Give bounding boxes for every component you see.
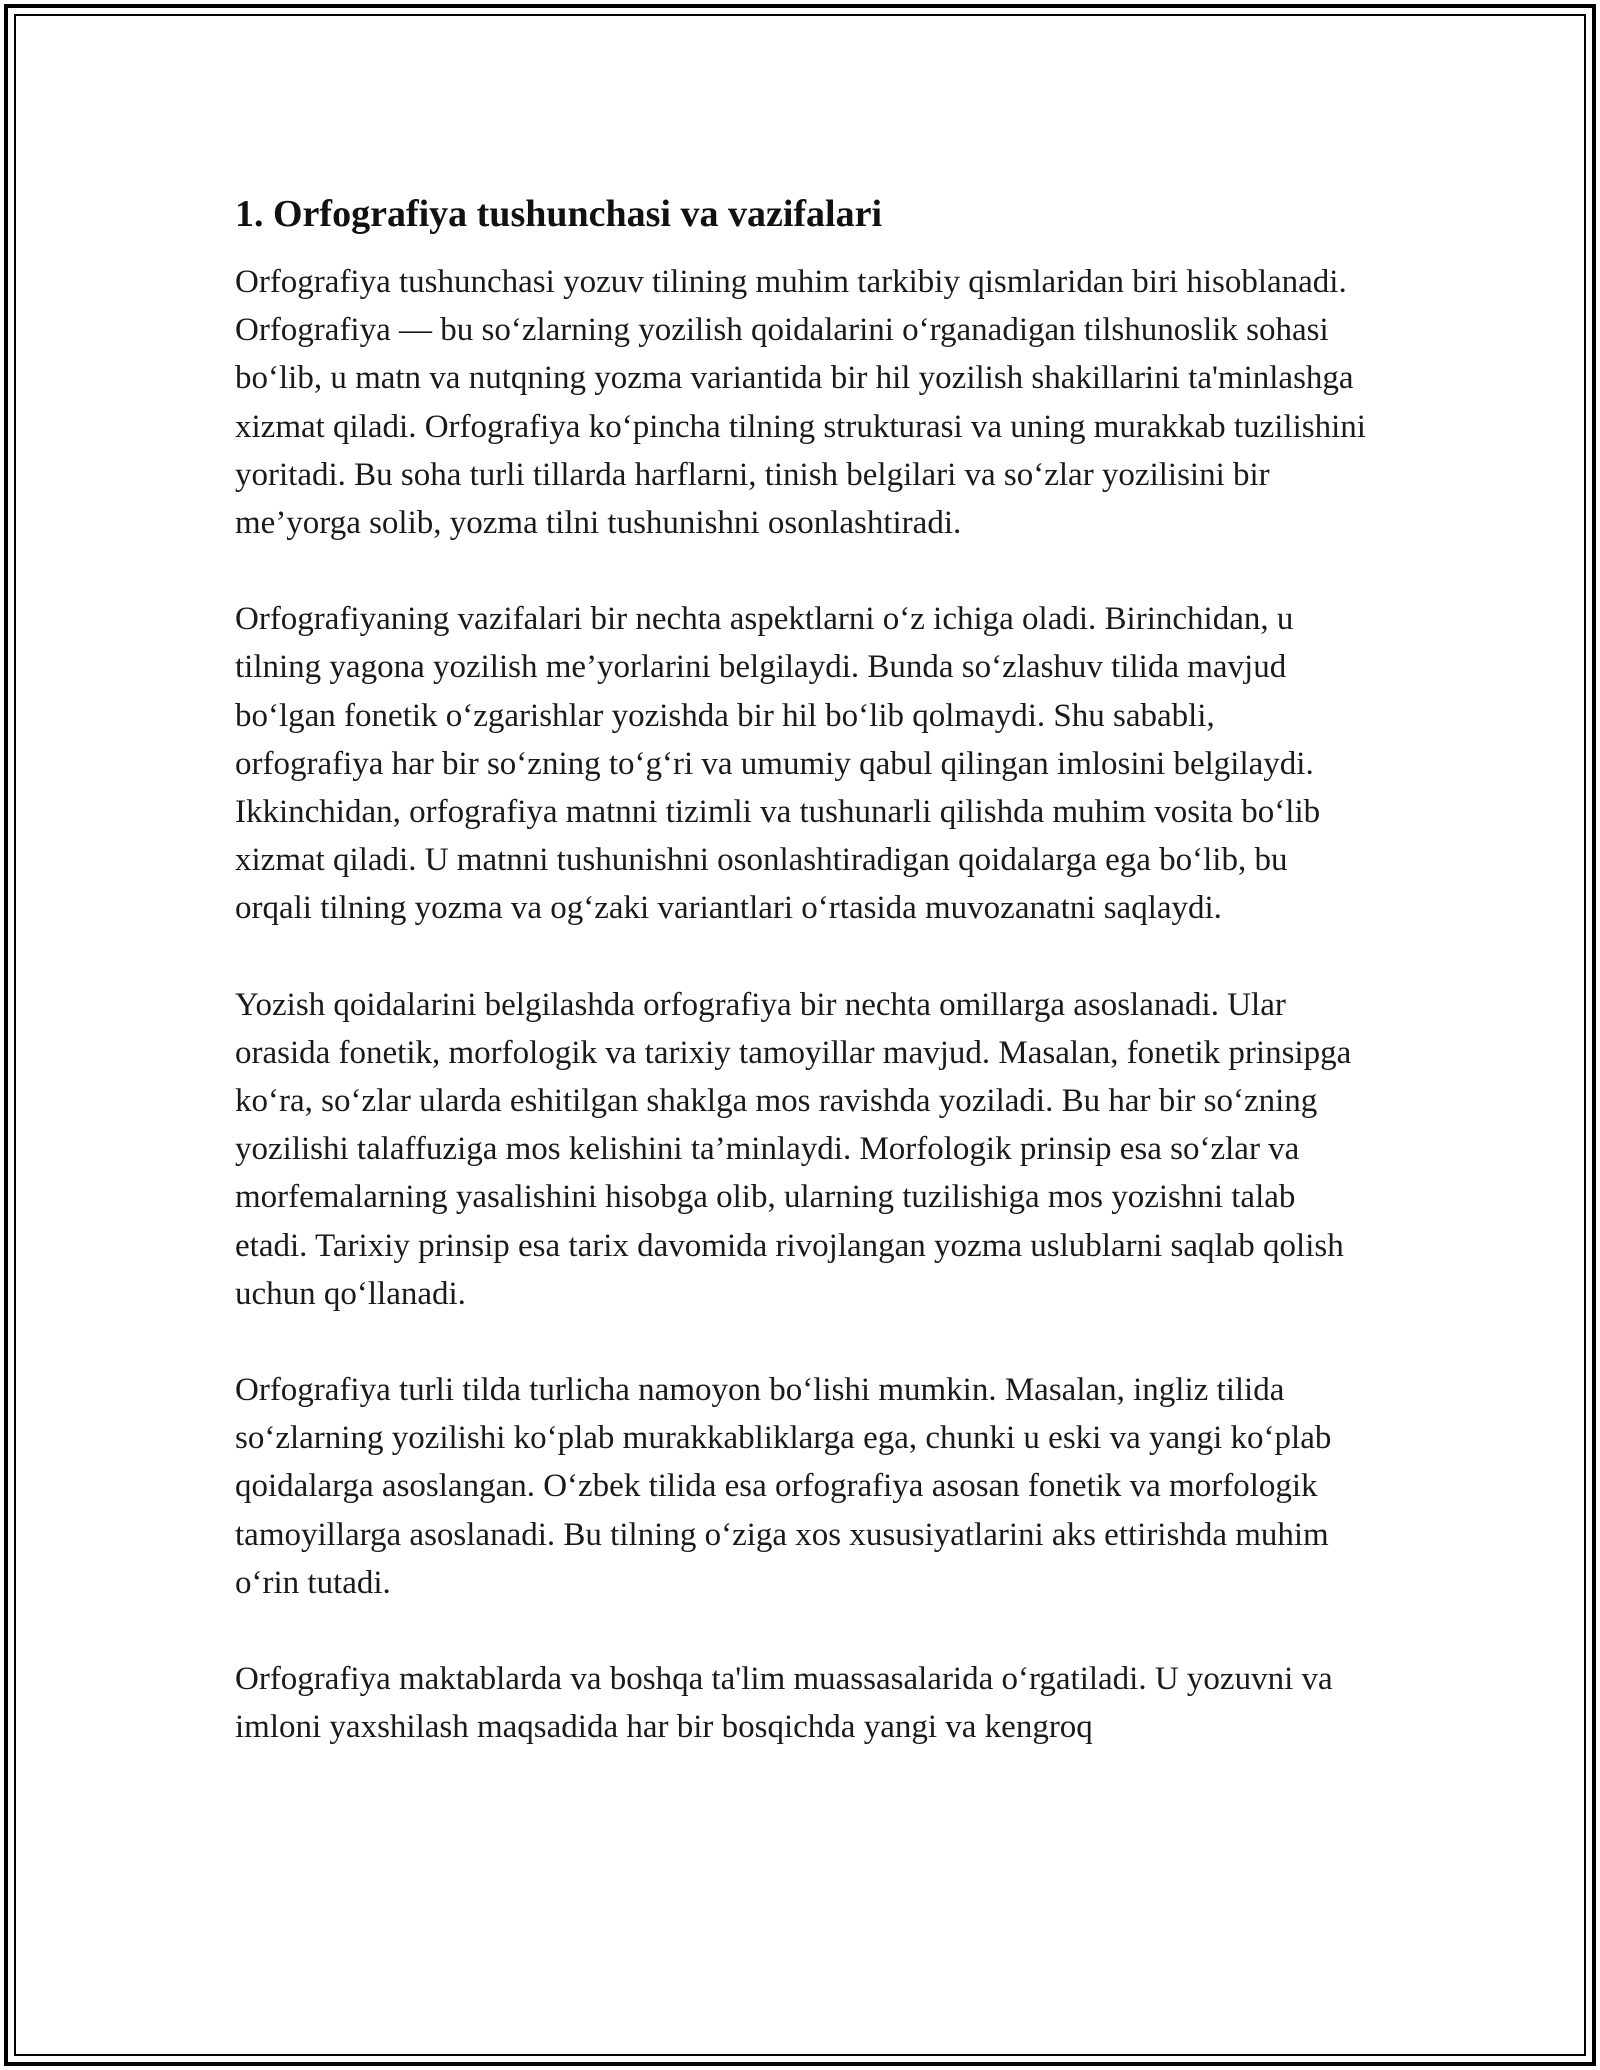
paragraph-2: Orfografiyaning vazifalari bir nechta aspektlarni o‘z ichiga oladi. Birinchidan, u tilning yagona yozilish me’yorlarini belgilaydi. Bunda so‘zlashuv tilida mavjud bo‘lgan fonetik o‘zgarishlar yozishda bir hil bo‘lib qolmaydi. Shu sababli, orfografiya har bir so‘zning to‘g‘ri va umumiy qabul qilingan imlosini belgilaydi. Ikkinchidan, orfografiya matnni tizimli va tushunarli qilishda muhim vosita bo‘lib xizmat qiladi. U matnni tushunishni osonlashtiradigan qoidalarga ega bo‘lib, bu orqali tilning yozma va og‘zaki variantlari o‘rtasida muvozanatni saqlaydi. <box>235 601 1321 927</box>
paragraph-1: Orfografiya tushunchasi yozuv tilining muhim tarkibiy qismlaridan biri hisoblanadi. Orfografiya — bu so‘zlarning yozilish qoidalarini o‘rganadigan tilshunoslik sohasi bo‘lib, u matn va nutqning yozma variantida bir hil yozilish shakillarini ta'minlashga xizmat qiladi. Orfografiya ko‘pincha tilning strukturasi va uning murakkab tuzilishini yoritadi. Bu soha turli tillarda harflarni, tinish belgilari va so‘zlar yozilisini bir me’yorga solib, yozma tilni tushunishni osonlashtiradi. <box>235 264 1366 542</box>
paragraph-3: Yozish qoidalarini belgilashda orfografiya bir nechta omillarga asoslanadi. Ular orasida fonetik, morfologik va tarixiy tamoyillar mavjud. Masalan, fonetik prinsipga ko‘ra, so‘zlar ularda eshitilgan shaklga mos ravishda yoziladi. Bu har bir so‘zning yozilishi talaffuziga mos kelishini ta’minlaydi. Morfologik prinsip esa so‘zlar va morfemalarning yasalishini hisobga olib, ularning tuzilishiga mos yozishni talab etadi. Tarixiy prinsip esa tarix davomida rivojlangan yozma uslublarni saqlab qolish uchun qo‘llanadi. <box>235 986 1352 1312</box>
document-body <box>235 190 1370 1799</box>
paragraph-5: Orfografiya maktablarda va boshqa ta'lim muassasalarida o‘rgatiladi. U yozuvni va imloni yaxshilash maqsadida har bir bosqichda yangi va kengroq <box>235 1661 1333 1746</box>
paragraph-4: Orfografiya turli tilda turlicha namoyon bo‘lishi mumkin. Masalan, ingliz tilida so‘zlarning yozilishi ko‘plab murakkabliklarga ega, chunki u eski va yangi ko‘plab qoidalarga asoslangan. O‘zbek tilida esa orfografiya asosan fonetik va morfologik tamoyillarga asoslanadi. Bu tilning o‘ziga xos xususiyatlarini aks ettirishda muhim o‘rin tutadi. <box>235 1372 1332 1601</box>
section-heading: 1. Orfografiya tushunchasi va vazifalari <box>235 193 883 235</box>
